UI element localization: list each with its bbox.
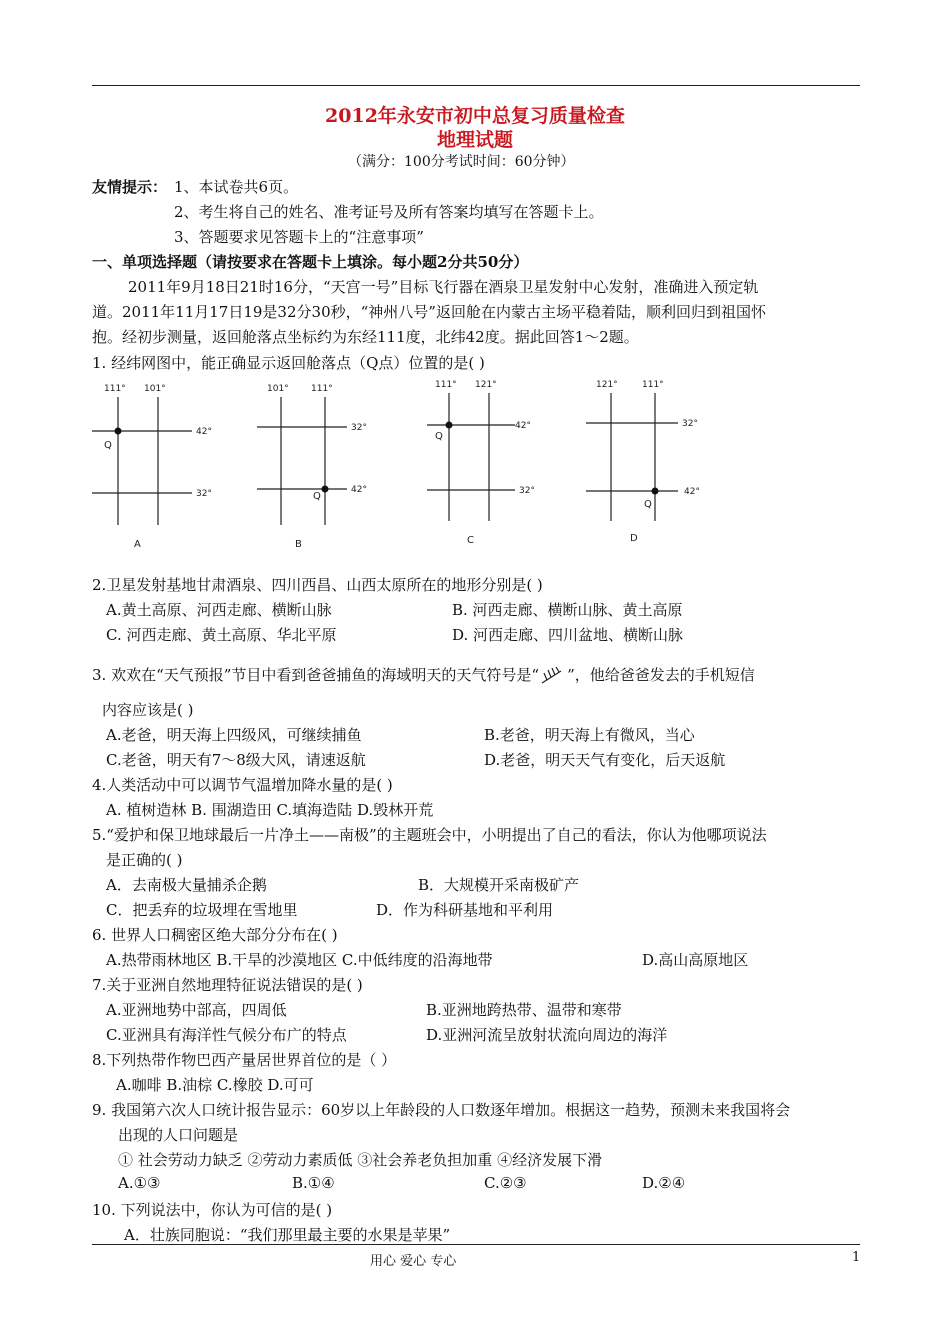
question-8: 8.下列热带作物巴西产量居世界首位的是（ ） xyxy=(92,1051,397,1069)
lat-label: 42° xyxy=(515,421,531,431)
question-3-line2: 内容应该是( ) xyxy=(102,701,194,719)
lon-label: 111° xyxy=(435,380,457,390)
exam-title: 2012年永安市初中总复习质量检查 xyxy=(325,105,625,127)
option: A.老爸，明天海上四级风，可继续捕鱼 xyxy=(106,726,362,744)
option: D．作为科研基地和平利用 xyxy=(376,901,554,919)
lat-label: 32° xyxy=(196,489,212,499)
notice-label: 友情提示： xyxy=(92,178,168,196)
question-3-text: 3. 欢欢在“天气预报”节目中看到爸爸捕鱼的海域明天的天气符号是“ xyxy=(92,666,540,684)
option: A.黄土高原、河西走廊、横断山脉 xyxy=(106,601,332,619)
figure-label: B xyxy=(295,539,302,550)
lat-label: 32° xyxy=(519,486,535,496)
option: A．壮族同胞说：“我们那里最主要的水果是苹果” xyxy=(124,1226,451,1244)
lon-label: 121° xyxy=(475,380,497,390)
notice-item: 2、考生将自己的姓名、准考证号及所有答案均填写在答题卡上。 xyxy=(174,203,604,221)
question-4: 4.人类活动中可以调节气温增加降水量的是( ) xyxy=(92,776,393,794)
lat-label: 42° xyxy=(684,487,700,497)
lon-label: 101° xyxy=(267,384,289,394)
question-7: 7.关于亚洲自然地理特征说法错误的是( ) xyxy=(92,976,363,994)
grid-figure-d xyxy=(580,375,720,555)
option: C.②③ xyxy=(484,1174,527,1192)
option: A．去南极大量捕杀企鹅 xyxy=(106,876,267,894)
question-5-line2: 是正确的( ) xyxy=(106,851,183,869)
top-rule xyxy=(92,85,860,86)
option: B.①④ xyxy=(292,1174,335,1192)
lat-label: 42° xyxy=(196,427,212,437)
q-point xyxy=(446,422,453,429)
exam-info: （满分：100分考试时间：60分钟） xyxy=(348,154,575,170)
question-9: 9. 我国第六次人口统计报告显示：60岁以上年龄段的人口数逐年增加。根据这一趋势，预测未来我国将会 xyxy=(92,1101,791,1119)
option: D.老爸，明天天气有变化，后天返航 xyxy=(484,751,726,769)
exam-subject: 地理试题 xyxy=(436,129,513,151)
option: D.②④ xyxy=(642,1174,686,1192)
q-label: Q xyxy=(104,440,112,451)
notice-item: 3、答题要求见答题卡上的“注意事项” xyxy=(174,228,424,246)
bottom-rule xyxy=(92,1244,860,1245)
passage-line: 抱。经初步测量，返回舱落点坐标约为东经111度，北纬42度。据此回答1～2题。 xyxy=(92,328,639,346)
lon-label: 111° xyxy=(104,384,126,394)
lon-label: 101° xyxy=(144,384,166,394)
option: D.高山高原地区 xyxy=(642,951,749,969)
options: A.热带雨林地区 B.干旱的沙漠地区 C.中低纬度的沿海地带 xyxy=(106,951,493,969)
lat-label: 42° xyxy=(351,485,367,495)
q-point xyxy=(322,486,329,493)
grid-figure-a xyxy=(92,375,232,555)
lon-label: 121° xyxy=(596,380,618,390)
question-9-items: ① 社会劳动力缺乏 ②劳动力素质低 ③社会养老负担加重 ④经济发展下滑 xyxy=(118,1151,603,1169)
option: C.亚洲具有海洋性气候分布广的特点 xyxy=(106,1026,347,1044)
figure-label: C xyxy=(467,535,474,546)
option: C.老爸，明天有7～8级大风，请速返航 xyxy=(106,751,366,769)
option: B.老爸，明天海上有微风，当心 xyxy=(484,726,695,744)
grid-figure-c xyxy=(415,375,555,555)
question-3-text-cont: ”，他给爸爸发去的手机短信 xyxy=(567,666,755,684)
option: A.亚洲地势中部高，四周低 xyxy=(106,1001,287,1019)
passage-line: 2011年9月18日21时16分，“天宫一号”目标飞行器在酒泉卫星发射中心发射，准确进入预定轨 xyxy=(128,278,759,296)
q-point xyxy=(652,488,659,495)
footer-motto: 用心 爱心 专心 xyxy=(370,1254,457,1269)
lat-label: 32° xyxy=(351,423,367,433)
q-label: Q xyxy=(435,431,443,442)
weather-symbol-icon xyxy=(539,667,567,685)
options: A.咖啡 B.油棕 C.橡胶 D.可可 xyxy=(116,1076,314,1094)
passage-line: 道。2011年11月17日19是32分30秒，“神州八号”返回舱在内蒙古主场平稳着陆，顺利回归到祖国怀 xyxy=(92,303,766,321)
lon-label: 111° xyxy=(642,380,664,390)
option: B．大规模开采南极矿产 xyxy=(418,876,580,894)
question-3 xyxy=(92,664,755,685)
option: D.亚洲河流呈放射状流向周边的海洋 xyxy=(426,1026,668,1044)
figure-label: D xyxy=(630,533,638,544)
option: C. 河西走廊、黄土高原、华北平原 xyxy=(106,626,337,644)
section-heading: 一、单项选择题（请按要求在答题卡上填涂。每小题2分共50分） xyxy=(92,253,529,271)
grid-figure-b xyxy=(255,375,395,555)
figure-label: A xyxy=(134,539,141,550)
lon-label: 111° xyxy=(311,384,333,394)
page-number: 1 xyxy=(852,1250,861,1265)
lat-label: 32° xyxy=(682,419,698,429)
option: B.亚洲地跨热带、温带和寒带 xyxy=(426,1001,622,1019)
option: A.①③ xyxy=(118,1174,161,1192)
question-5: 5.“爱护和保卫地球最后一片净土——南极”的主题班会中，小明提出了自己的看法，你认为他哪项说法 xyxy=(92,826,767,844)
q-point xyxy=(115,428,122,435)
question-9-line2: 出现的人口问题是 xyxy=(118,1126,239,1144)
q-label: Q xyxy=(644,499,652,510)
q-label: Q xyxy=(313,491,321,502)
question-1: 1. 经纬网图中，能正确显示返回舱落点（Q点）位置的是( ) xyxy=(92,354,485,372)
option: C．把丢弃的垃圾埋在雪地里 xyxy=(106,901,298,919)
question-2: 2.卫星发射基地甘肃酒泉、四川西昌、山西太原所在的地形分别是( ) xyxy=(92,576,543,594)
notice-item: 1、本试卷共6页。 xyxy=(174,178,299,196)
question-10: 10. 下列说法中，你认为可信的是( ) xyxy=(92,1201,333,1219)
option: B. 河西走廊、横断山脉、黄土高原 xyxy=(452,601,683,619)
option: D. 河西走廊、四川盆地、横断山脉 xyxy=(452,626,684,644)
question-6: 6. 世界人口稠密区绝大部分分布在( ) xyxy=(92,926,338,944)
options: A. 植树造林 B. 围湖造田 C.填海造陆 D.毁林开荒 xyxy=(106,801,434,819)
